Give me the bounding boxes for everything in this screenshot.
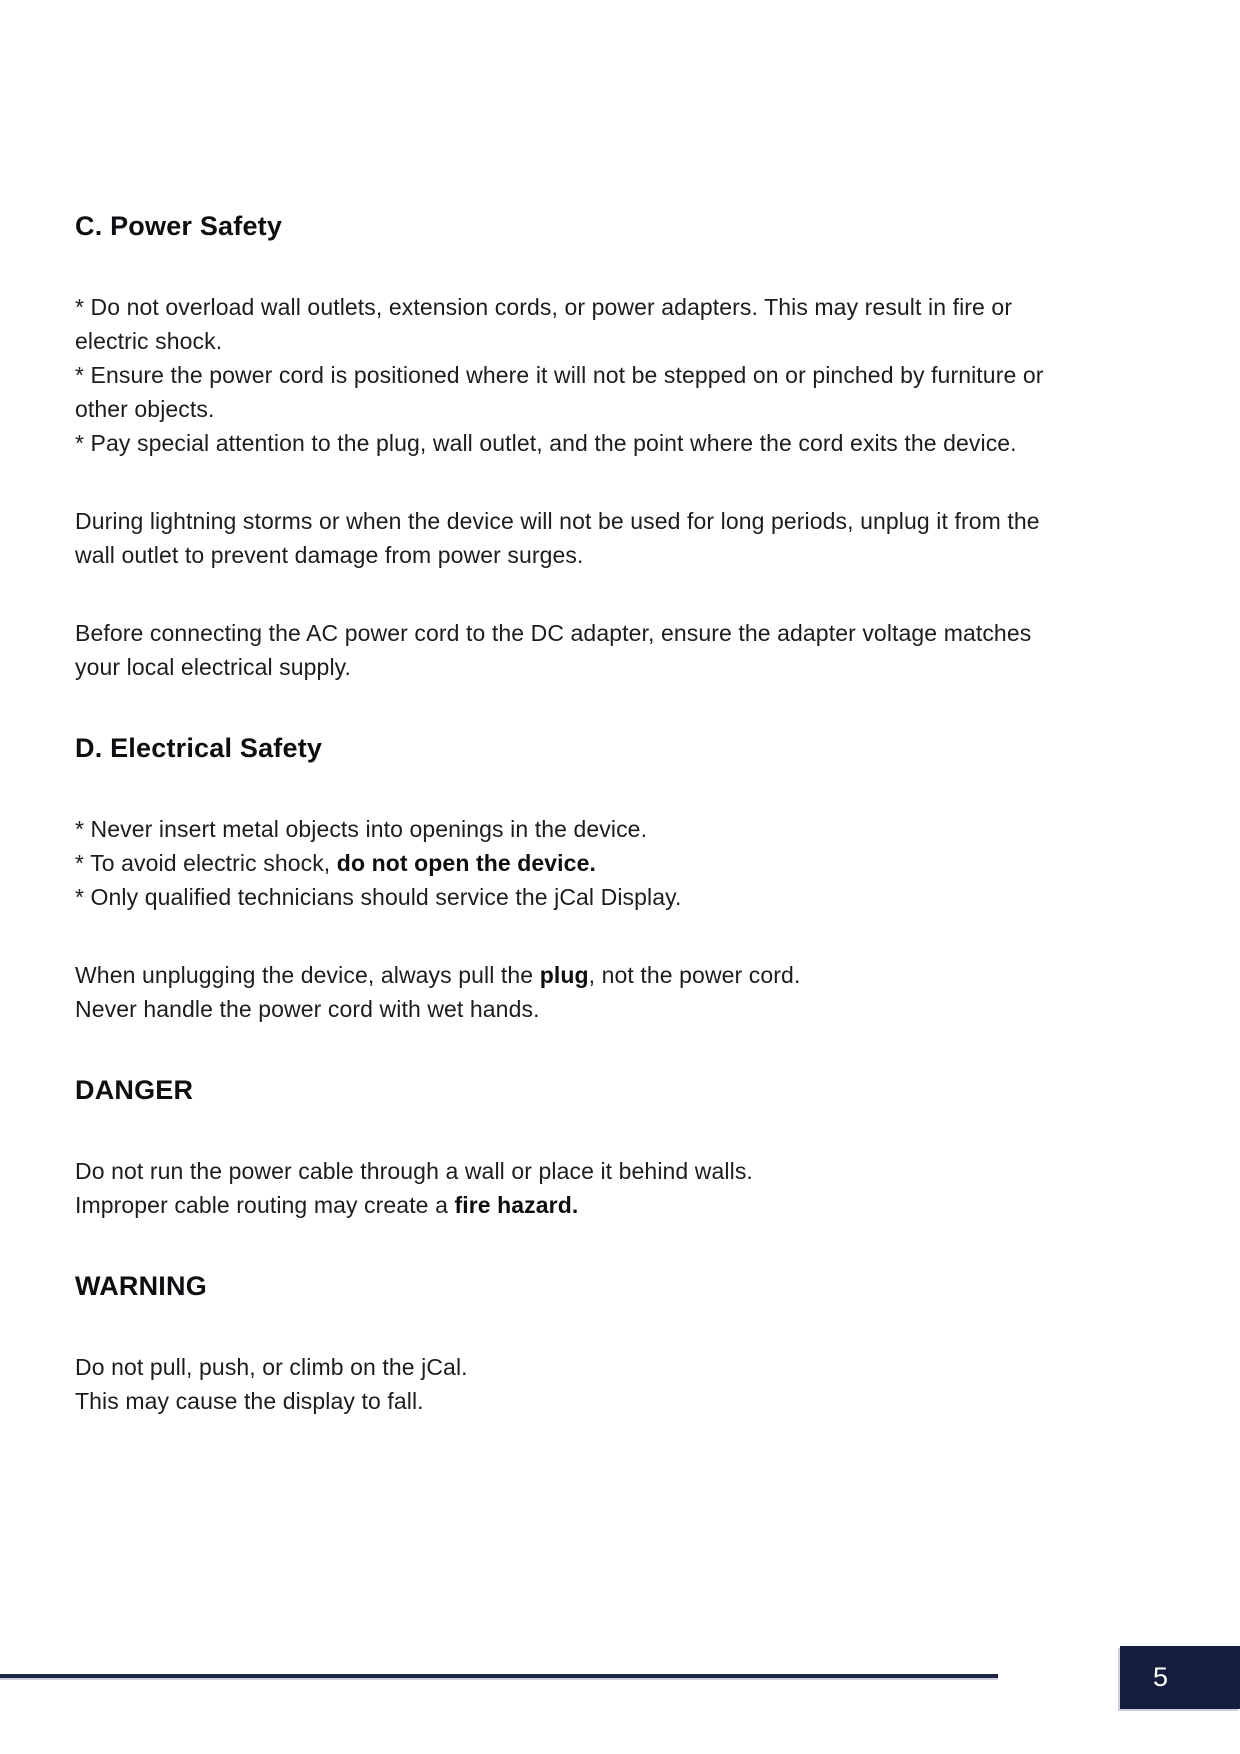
section-heading: D. Electrical Safety (75, 733, 323, 763)
text-line (75, 1188, 1180, 1222)
text-line (75, 846, 1180, 880)
text-segment: This may cause the display to fall. (75, 1388, 424, 1414)
text-segment: electric shock. (75, 328, 223, 354)
page-number-badge (1120, 1646, 1240, 1709)
text-segment: Before connecting the AC power cord to the DC adapter, ensure the adapter voltage matches (75, 620, 1032, 646)
paragraph (75, 1154, 1180, 1222)
text-line (75, 616, 1180, 650)
bold-text-segment: do not open the device. (336, 850, 596, 876)
text-segment: * To avoid electric shock, (75, 850, 337, 876)
section-heading: C. Power Safety (75, 211, 283, 241)
text-segment: * Never insert metal objects into openings in the device. (75, 816, 648, 842)
text-line (75, 358, 1180, 392)
text-segment: * Pay special attention to the plug, wall outlet, and the point where the cord exits the device. (75, 430, 1017, 456)
text-segment: During lightning storms or when the device will not be used for long periods, unplug it from the (75, 508, 1040, 534)
paragraph (75, 1350, 1180, 1418)
text-line (75, 290, 1180, 324)
text-line (75, 426, 1180, 460)
text-segment: * Do not overload wall outlets, extension cords, or power adapters. This may result in fire or (75, 294, 1013, 320)
text-segment: When unplugging the device, always pull the (75, 962, 540, 988)
paragraph (75, 812, 1180, 914)
text-line (75, 958, 1180, 992)
bold-text-segment: fire hazard. (454, 1192, 579, 1218)
document-content (75, 206, 1180, 1418)
paragraph (75, 616, 1180, 684)
text-segment: Improper cable routing may create a (75, 1192, 455, 1218)
paragraph (75, 958, 1180, 1026)
text-segment: your local electrical supply. (75, 654, 352, 680)
text-segment: , not the power cord. (588, 962, 801, 988)
text-segment: wall outlet to prevent damage from power surges. (75, 542, 584, 568)
bold-text-segment: plug (539, 962, 589, 988)
footer-rule (0, 1674, 998, 1678)
text-segment: * Ensure the power cord is positioned where it will not be stepped on or pinched by furniture or (75, 362, 1044, 388)
text-line (75, 812, 1180, 846)
section-heading: WARNING (75, 1271, 207, 1301)
text-segment: * Only qualified technicians should service the jCal Display. (75, 884, 682, 910)
text-line (75, 1350, 1180, 1384)
text-line (75, 1384, 1180, 1418)
text-segment: Never handle the power cord with wet hands. (75, 996, 540, 1022)
text-line (75, 992, 1180, 1026)
text-segment: Do not run the power cable through a wall or place it behind walls. (75, 1158, 753, 1184)
text-line (75, 324, 1180, 358)
text-segment: Do not pull, push, or climb on the jCal. (75, 1354, 468, 1380)
text-line (75, 650, 1180, 684)
text-segment: other objects. (75, 396, 215, 422)
text-line (75, 880, 1180, 914)
text-line (75, 392, 1180, 426)
paragraph (75, 504, 1180, 572)
section-heading: DANGER (75, 1075, 194, 1105)
page-number: 5 (1153, 1662, 1169, 1692)
text-line (75, 504, 1180, 538)
paragraph (75, 290, 1180, 460)
text-line (75, 538, 1180, 572)
text-line (75, 1154, 1180, 1188)
